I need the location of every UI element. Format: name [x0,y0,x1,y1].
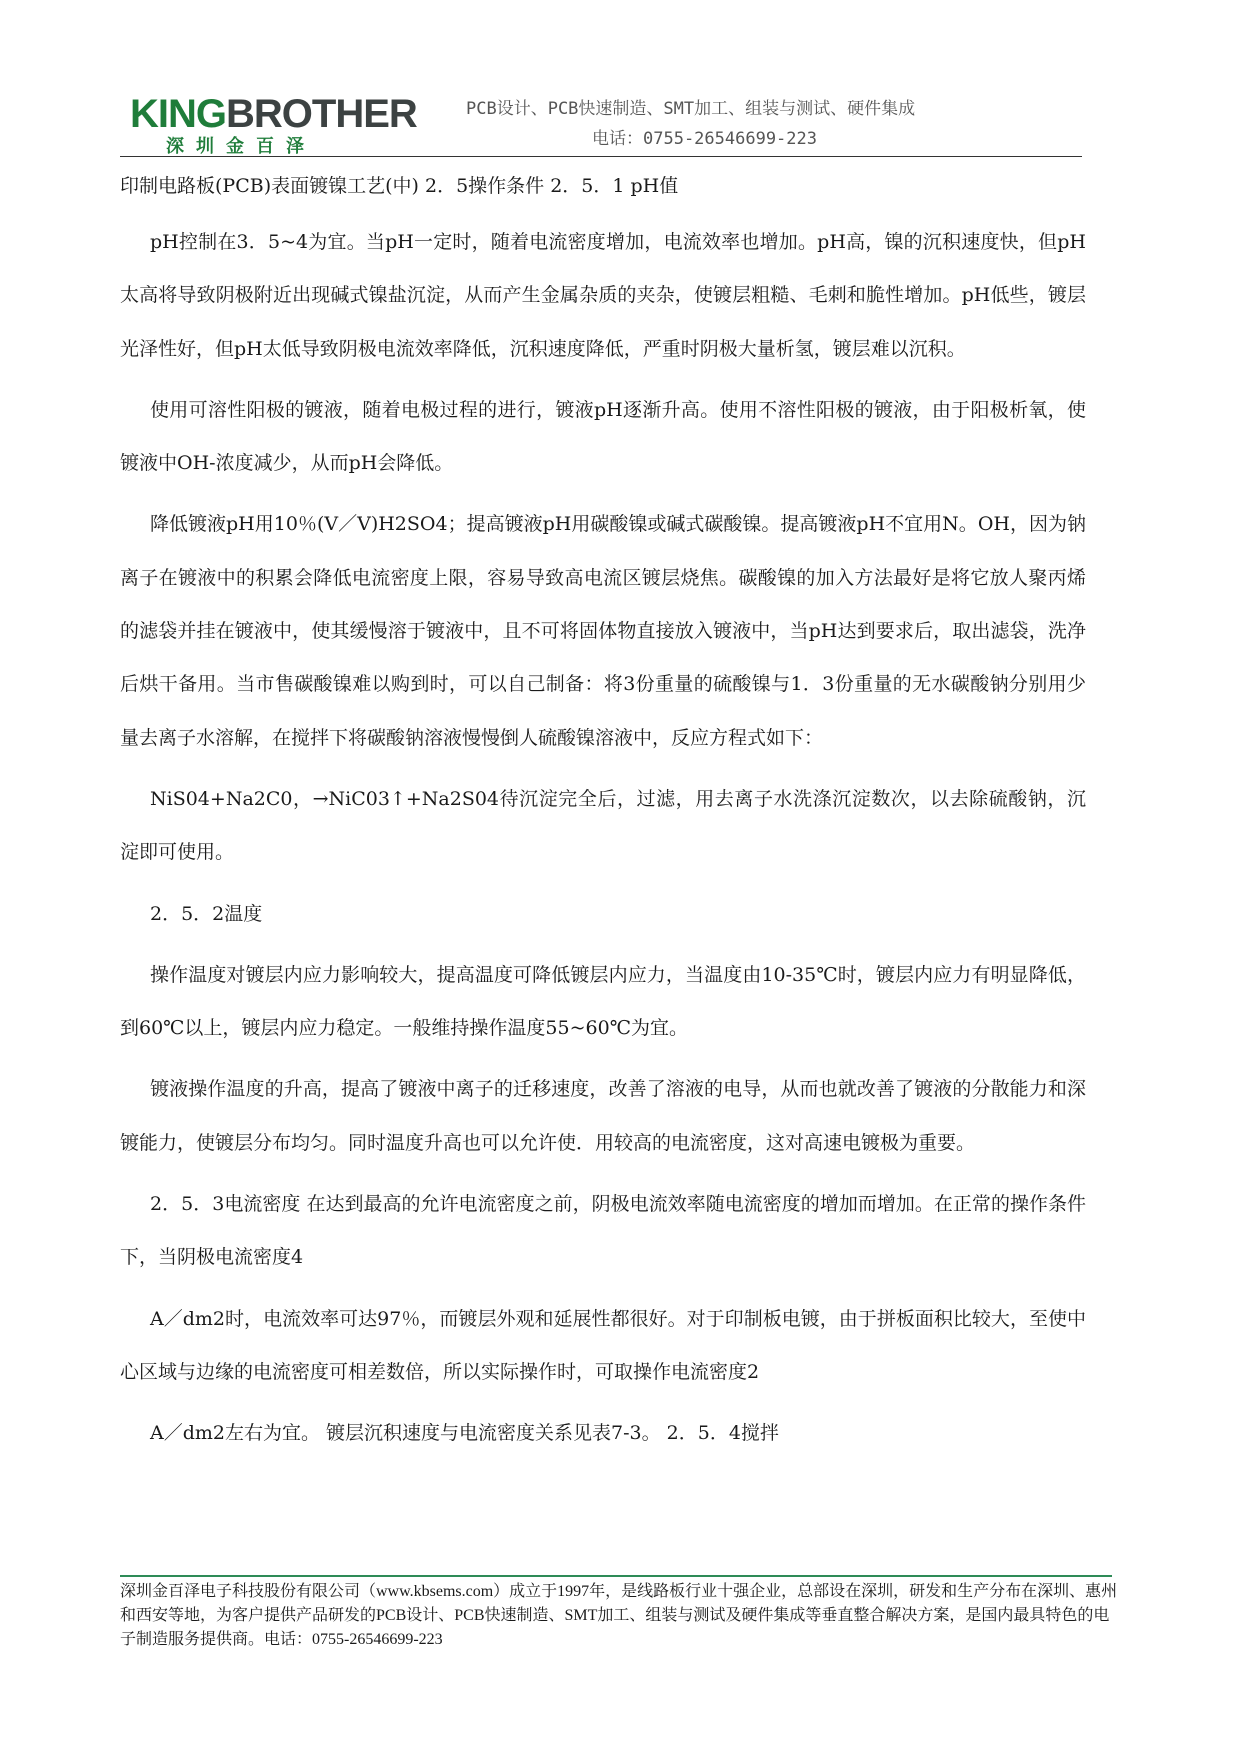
document-body [120,164,1086,1461]
logo-wordmark [130,92,417,136]
paragraph-current-efficiency: A／dm2时，电流效率可达97％，而镀层外观和延展性都很好。对于印制板电镀，由于拼板面积比较大，至使中心区域与边缘的电流密度可相差数倍，所以实际操作时，可取操作电流密度2 [120,1307,1086,1383]
header-divider [120,156,1082,157]
paragraph-temperature-stress: 操作温度对镀层内应力影响较大，提高温度可降低镀层内应力，当温度由10-35℃时，镀层内应力有明显降低，到60℃以上，镀层内应力稳定。一般维持操作温度55~60℃为宜。 [120,963,1086,1040]
section-heading-temperature: 2．5．2温度 [150,902,263,925]
paragraph-reaction-equation: NiS04+Na2C0，→NiC03↑+Na2S04待沉淀完全后，过滤，用去离子水洗涤沉淀数次，以去除硫酸钠，沉淀即可使用。 [120,787,1086,864]
header-phone: 电话：0755-26546699-223 [592,129,817,149]
paragraph-current-density: 2．5．3电流密度 在达到最高的允许电流密度之前，阴极电流效率随电流密度的增加而增加。在正常的操作条件下，当阴极电流密度4 [120,1193,1086,1269]
company-logo [130,92,417,158]
document-title: 印制电路板(PCB)表面镀镍工艺(中) 2．5操作条件 2．5．1 pH值 [120,175,679,197]
paragraph-anode: 使用可溶性阳极的镀液，随着电极过程的进行，镀液pH逐渐升高。使用不溶性阳极的镀液，由于阳极析氧，使镀液中OH-浓度减少，从而pH会降低。 [120,398,1086,475]
paragraph-deposition-rate: A／dm2左右为宜。 镀层沉积速度与电流密度关系见表7-3。 2．5．4搅拌 [150,1422,779,1445]
logo-chinese-name: 深圳金百泽 [166,136,316,157]
logo-brother-text: BROTHER [226,92,417,136]
page-header [120,84,1082,156]
footer-divider [120,1575,1112,1577]
logo-king-text: KING [130,92,226,136]
paragraph-temperature-effect: 镀液操作温度的升高，提高了镀液中离子的迁移速度，改善了溶液的电导，从而也就改善了镀液的分散能力和深镀能力，使镀层分布均匀。同时温度升高也可以允许使．用较高的电流密度，这对高速电镀极为重要。 [120,1078,1086,1154]
header-tagline: PCB设计、PCB快速制造、SMT加工、组装与测试、硬件集成 [466,99,916,119]
paragraph-ph-control: pH控制在3．5~4为宜。当pH一定时，随着电流密度增加，电流效率也增加。pH高，镍的沉积速度快，但pH太高将导致阴极附近出现碱式镍盐沉淀，从而产生金属杂质的夹杂，使镀层粗糙、毛刺和脆性增加。pH低些，镀层光泽性好，但pH太低导致阴极电流效率降低，沉积速度降低，严重时阴极大量析氢，镀层难以沉积。 [120,231,1086,360]
page-footer: 深圳金百泽电子科技股份有限公司（www.kbsems.com）成立于1997年，是线路板行业十强企业，总部设在深圳，研发和生产分布在深圳、惠州和西安等地，为客户提供产品研发的PCB设计、PCB快速制造、SMT加工、组装与测试及硬件集成等垂直整合解决方案，是国内最具特色的电子制造服务提供商。电话：0755-26546699-223 [120,1583,1118,1648]
paragraph-ph-adjust: 降低镀液pH用10％(V／V)H2SO4；提高镀液pH用碳酸镍或碱式碳酸镍。提高镀液pH不宜用N。OH，因为钠离子在镀液中的积累会降低电流密度上限，容易导致高电流区镀层烧焦。碳酸镍的加入方法最好是将它放人聚丙烯的滤袋并挂在镀液中，使其缓慢溶于镀液中，且不可将固体物直接放入镀液中，当pH达到要求后，取出滤袋，洗净后烘干备用。当市售碳酸镍难以购到时，可以自己制备：将3份重量的硫酸镍与1．3份重量的无水碳酸钠分别用少量去离子水溶解，在搅拌下将碳酸钠溶液慢慢倒人硫酸镍溶液中，反应方程式如下： [120,513,1086,749]
